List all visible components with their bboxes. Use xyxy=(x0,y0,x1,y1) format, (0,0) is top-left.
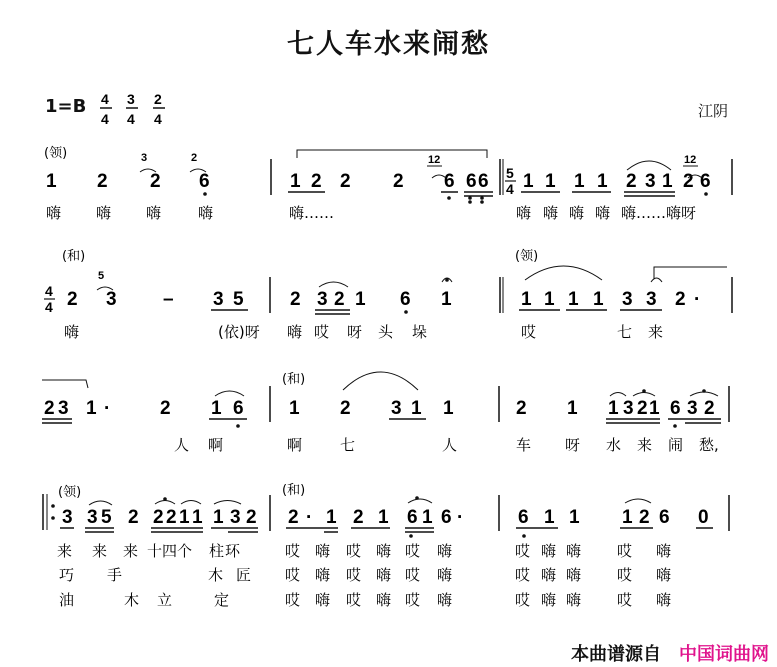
lyric: 嗨……嗨呀 xyxy=(621,204,697,222)
note: 1 xyxy=(545,171,556,192)
lyric: 来 xyxy=(648,323,664,341)
note: 1 xyxy=(441,289,452,310)
note: 2 xyxy=(704,398,715,419)
lyric: 嗨 xyxy=(543,204,559,222)
note: 1 xyxy=(523,171,534,192)
site-name[interactable]: 中国词曲网 xyxy=(679,644,769,665)
note: 6 xyxy=(478,171,489,192)
note: 3 xyxy=(106,289,117,310)
note: 6 xyxy=(199,171,210,192)
lyric: 嗨 xyxy=(376,566,392,584)
note: 2 xyxy=(639,507,650,528)
lyric: 闹 xyxy=(668,436,684,454)
note: 2 xyxy=(675,289,686,310)
lyric: 嗨 xyxy=(64,323,80,341)
note: 2 xyxy=(340,398,351,419)
slur xyxy=(319,282,348,287)
time-signature-denominator: 4 xyxy=(45,299,53,315)
note: 6 xyxy=(444,171,455,192)
note: 0 xyxy=(698,507,709,528)
slur xyxy=(89,501,112,505)
lyric: 车 xyxy=(516,436,532,454)
note: 6 xyxy=(441,507,452,528)
lyric: 愁, xyxy=(699,436,719,454)
lyric: 嗨 xyxy=(146,204,162,222)
note: 1 xyxy=(179,507,190,528)
note: 1 xyxy=(422,507,433,528)
fermata-dot xyxy=(163,497,167,501)
note: 1 xyxy=(569,507,580,528)
note: 2 xyxy=(97,171,108,192)
lyric: (依)呀 xyxy=(218,323,260,341)
note: 3 xyxy=(687,398,698,419)
slur xyxy=(408,499,432,503)
fermata-dot xyxy=(415,496,419,500)
lyric: 嗨 xyxy=(315,591,331,609)
note: 6 xyxy=(659,507,670,528)
note: 1 xyxy=(326,507,337,528)
note: 3 xyxy=(230,507,241,528)
note: 5 xyxy=(101,507,112,528)
slur xyxy=(633,393,655,397)
note: 1 xyxy=(213,507,224,528)
note: 1 xyxy=(289,398,300,419)
time-signature-numerator: 4 xyxy=(101,91,109,107)
note: 6 xyxy=(670,398,681,419)
lyric: 哎 xyxy=(285,542,301,560)
time-signature-denominator: 4 xyxy=(127,111,135,127)
note: 2 xyxy=(516,398,527,419)
tie-continuation xyxy=(42,380,88,388)
source-text: 本曲谱源自 xyxy=(571,644,661,665)
part-label: (领) xyxy=(515,249,539,264)
note: 1 xyxy=(574,171,585,192)
lyric: 嗨 xyxy=(315,566,331,584)
lyric: 木 xyxy=(124,591,140,609)
lyric: 柱 xyxy=(209,542,225,560)
note: 1 xyxy=(86,398,97,419)
note: 1 xyxy=(378,507,389,528)
octave-dot xyxy=(236,424,240,428)
note: 3 xyxy=(58,398,69,419)
slur xyxy=(627,161,671,170)
octave-dot xyxy=(522,534,526,538)
fermata-dot xyxy=(702,389,706,393)
note: 6 xyxy=(400,289,411,310)
note: 2 xyxy=(44,398,55,419)
note: 1 xyxy=(46,171,57,192)
grace-note: 12 xyxy=(684,154,697,166)
part-label: (和) xyxy=(62,249,86,264)
lyric: 嗨…… xyxy=(289,204,335,222)
repeat-dot xyxy=(51,504,55,508)
octave-dot xyxy=(409,534,413,538)
octave-dot xyxy=(468,196,472,200)
time-signature-numerator: 2 xyxy=(154,91,162,107)
lyric: 哎 xyxy=(314,323,330,341)
slur xyxy=(625,499,651,503)
region-label: 江阴 xyxy=(698,102,729,120)
lyric: 嗨 xyxy=(376,542,392,560)
slur xyxy=(181,501,201,505)
part-label: (领) xyxy=(58,485,82,500)
note: – xyxy=(163,289,174,310)
note: 6 xyxy=(466,171,477,192)
grace-note: 2 xyxy=(191,152,198,164)
lyric: 哎 xyxy=(285,566,301,584)
lyric: 嗨 xyxy=(437,566,453,584)
time-signature-numerator: 5 xyxy=(506,165,514,181)
lyric: 哎 xyxy=(617,542,633,560)
note: 1 xyxy=(290,171,301,192)
lyric: 木 xyxy=(208,566,224,584)
time-signature-denominator: 4 xyxy=(506,181,514,197)
note: 6 xyxy=(233,398,244,419)
lyric: 匠 xyxy=(236,566,252,584)
part-label: (和) xyxy=(282,483,306,498)
note: · xyxy=(104,398,111,419)
note: 6 xyxy=(700,171,711,192)
note: 1 xyxy=(567,398,578,419)
slur xyxy=(155,501,175,505)
lyric: 哎 xyxy=(515,542,531,560)
note: 2 xyxy=(290,289,301,310)
note: 1 xyxy=(192,507,203,528)
lyric: 嗨 xyxy=(315,542,331,560)
note: 2 xyxy=(683,171,694,192)
lyric: 巧 xyxy=(59,566,75,584)
time-signature-denominator: 4 xyxy=(154,111,162,127)
octave-dot xyxy=(673,424,677,428)
note: 2 xyxy=(311,171,322,192)
slur xyxy=(343,372,418,390)
note: 1 xyxy=(544,289,555,310)
lyric: 油 xyxy=(59,591,75,609)
note: 2 xyxy=(334,289,345,310)
lyric: 哎 xyxy=(285,591,301,609)
note: 6 xyxy=(407,507,418,528)
lyric: 嗨 xyxy=(656,591,672,609)
lyric: 来 xyxy=(637,436,653,454)
note: 1 xyxy=(355,289,366,310)
lyric: 嗨 xyxy=(287,323,303,341)
lyric: 哎 xyxy=(617,566,633,584)
note: 3 xyxy=(87,507,98,528)
lyric: 哎 xyxy=(346,591,362,609)
lyric: 哎 xyxy=(405,591,421,609)
note: 1 xyxy=(411,398,422,419)
time-signature-group xyxy=(100,91,165,127)
time-signature-denominator: 4 xyxy=(101,111,109,127)
note: · xyxy=(306,507,313,528)
note: 6 xyxy=(518,507,529,528)
lyric: 嗨 xyxy=(656,542,672,560)
lyric: 哎 xyxy=(515,591,531,609)
grace-note: 5 xyxy=(98,270,105,282)
slur xyxy=(610,393,626,397)
slur xyxy=(215,391,244,396)
note: 1 xyxy=(443,398,454,419)
note: 1 xyxy=(521,289,532,310)
note: 1 xyxy=(544,507,555,528)
lyric: 嗨 xyxy=(566,566,582,584)
note: 3 xyxy=(646,289,657,310)
note: 1 xyxy=(649,398,660,419)
note: 1 xyxy=(662,171,673,192)
lyric: 啊 xyxy=(287,436,303,454)
lyric: 七 xyxy=(617,323,633,341)
note: 2 xyxy=(128,507,139,528)
fermata-dot xyxy=(445,278,449,282)
lyric: 环 xyxy=(225,542,241,560)
lyric: 来 xyxy=(123,542,139,560)
octave-dot xyxy=(468,200,472,204)
note: 2 xyxy=(160,398,171,419)
note: 3 xyxy=(213,289,224,310)
lyric: 定 xyxy=(214,591,230,609)
lyric: 呀 xyxy=(347,323,363,341)
lyric: 哎 xyxy=(617,591,633,609)
lyric: 来 xyxy=(57,542,73,560)
lyric: 嗨 xyxy=(96,204,112,222)
note: 2 xyxy=(393,171,404,192)
octave-dot xyxy=(447,196,451,200)
slur xyxy=(651,278,662,282)
lyric: 哎 xyxy=(405,566,421,584)
octave-dot xyxy=(203,192,207,196)
fermata-dot xyxy=(642,389,646,393)
slur xyxy=(214,501,241,505)
lyric: 嗨 xyxy=(376,591,392,609)
lyric: 嗨 xyxy=(541,542,557,560)
note: 2 xyxy=(637,398,648,419)
note: 3 xyxy=(645,171,656,192)
lyric: 嗨 xyxy=(656,566,672,584)
key-signature: 1=B xyxy=(45,96,87,117)
time-signature-numerator: 3 xyxy=(127,91,135,107)
lyric: 呀 xyxy=(565,436,581,454)
lyric: 十四个 xyxy=(147,542,193,560)
lyric: 哎 xyxy=(346,542,362,560)
lyric: 嗨 xyxy=(46,204,62,222)
lyric: 嗨 xyxy=(595,204,611,222)
lyric: 嗨 xyxy=(566,542,582,560)
song-title: 七人车水来闹愁 xyxy=(287,29,490,60)
lyric: 垛 xyxy=(412,323,428,341)
slur xyxy=(525,266,602,280)
lyric: 人 xyxy=(174,436,190,454)
lyric: 七 xyxy=(340,436,356,454)
tie-continuation xyxy=(654,267,727,279)
lyric: 头 xyxy=(378,323,394,341)
lyric: 嗨 xyxy=(198,204,214,222)
lyric: 水 xyxy=(606,436,622,454)
note: 3 xyxy=(391,398,402,419)
lyric: 人 xyxy=(442,436,458,454)
note: 1 xyxy=(608,398,619,419)
lyric: 哎 xyxy=(521,323,537,341)
part-label: (和) xyxy=(282,372,306,387)
octave-dot xyxy=(480,200,484,204)
note: 2 xyxy=(353,507,364,528)
note: 3 xyxy=(62,507,73,528)
note: 2 xyxy=(246,507,257,528)
note: 3 xyxy=(622,289,633,310)
note: 2 xyxy=(150,171,161,192)
note: 2 xyxy=(67,289,78,310)
octave-dot xyxy=(480,196,484,200)
note: 3 xyxy=(317,289,328,310)
lyric: 嗨 xyxy=(541,591,557,609)
note: · xyxy=(457,507,464,528)
note: 1 xyxy=(211,398,222,419)
note: 2 xyxy=(288,507,299,528)
lyric: 立 xyxy=(157,591,173,609)
grace-note: 3 xyxy=(141,152,148,164)
part-label: (领) xyxy=(44,146,68,161)
note: 1 xyxy=(593,289,604,310)
note: 2 xyxy=(166,507,177,528)
time-signature-numerator: 4 xyxy=(45,283,53,299)
octave-dot xyxy=(404,310,408,314)
octave-dot xyxy=(704,192,708,196)
lyric: 哎 xyxy=(515,566,531,584)
lyric: 嗨 xyxy=(516,204,532,222)
note: 2 xyxy=(153,507,164,528)
note: 1 xyxy=(597,171,608,192)
lyric: 嗨 xyxy=(437,542,453,560)
note: 5 xyxy=(233,289,244,310)
repeat-dot xyxy=(51,516,55,520)
score-body xyxy=(42,145,732,609)
lyric: 啊 xyxy=(208,436,224,454)
lyric: 来 xyxy=(92,542,108,560)
note: 1 xyxy=(568,289,579,310)
note: 3 xyxy=(623,398,634,419)
note: 2 xyxy=(340,171,351,192)
lyric: 嗨 xyxy=(566,591,582,609)
grace-note: 12 xyxy=(428,154,441,166)
lyric: 手 xyxy=(107,566,123,584)
lyric: 嗨 xyxy=(569,204,585,222)
lyric: 哎 xyxy=(405,542,421,560)
lyric: 嗨 xyxy=(437,591,453,609)
note: · xyxy=(694,289,701,310)
note: 1 xyxy=(622,507,633,528)
note: 2 xyxy=(626,171,637,192)
repeat-bracket xyxy=(297,150,487,158)
lyric: 嗨 xyxy=(541,566,557,584)
lyric: 哎 xyxy=(346,566,362,584)
